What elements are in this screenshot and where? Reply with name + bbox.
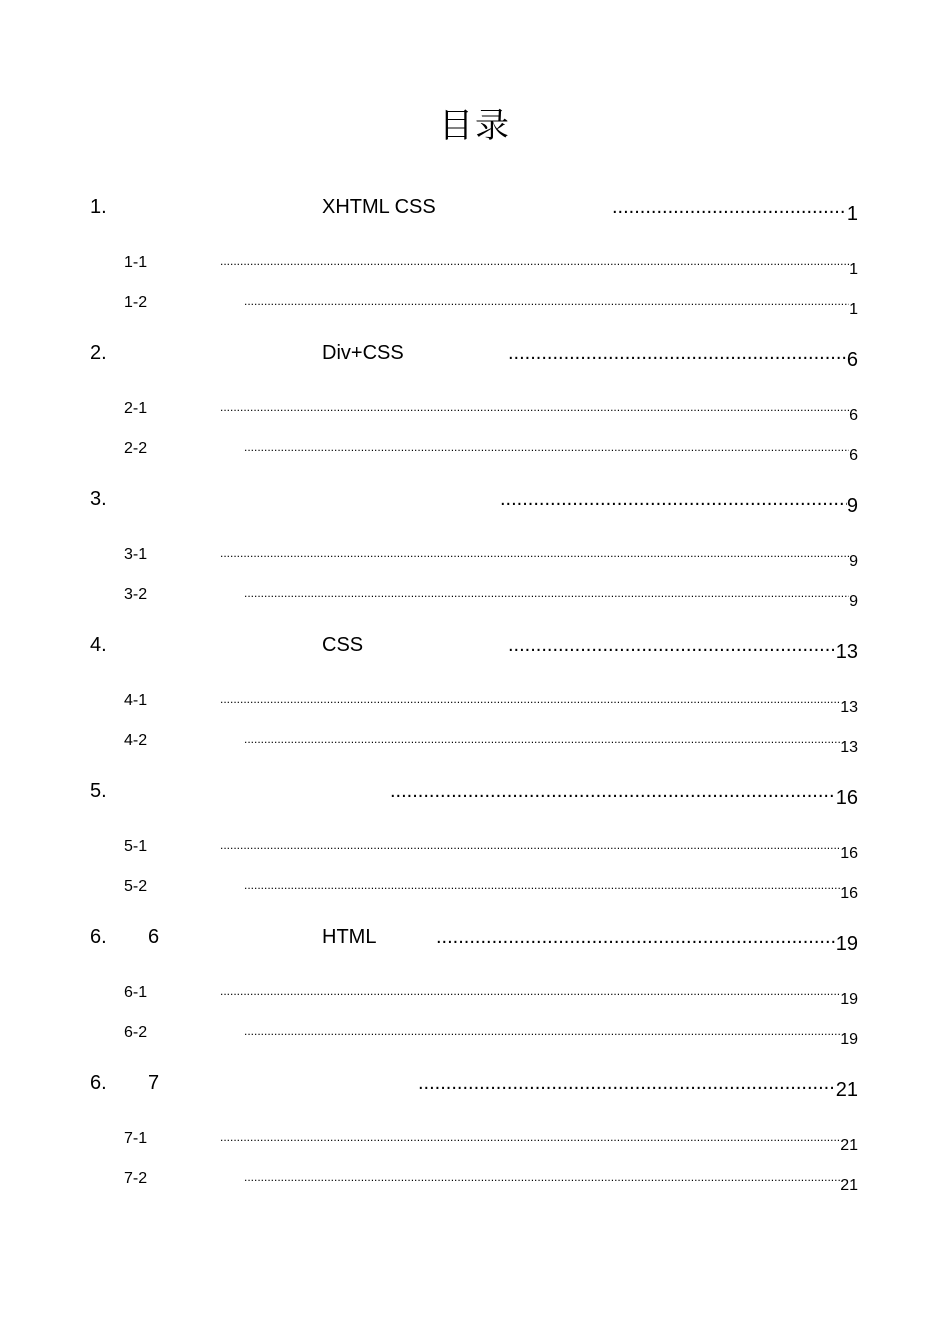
toc-dot-leader (244, 1170, 840, 1190)
toc-entry-number: 6-1 (124, 984, 148, 1001)
toc-dot-leader (612, 196, 847, 220)
toc-section-entry[interactable] (124, 984, 858, 1008)
toc-entry-subnumber: 7 (148, 1072, 160, 1094)
toc-section-entry[interactable] (124, 692, 858, 716)
toc-entry-subnumber: 6 (148, 926, 160, 948)
toc-dot-leader (244, 1024, 840, 1044)
toc-entry-number: 5-1 (124, 838, 148, 855)
toc-page-number: 1 (846, 203, 858, 225)
toc-section-entry[interactable] (124, 1170, 858, 1194)
toc-page-number: 13 (835, 641, 858, 663)
toc-dot-leader (390, 780, 836, 804)
toc-entry-number: 7-1 (124, 1130, 148, 1147)
toc-section-entry[interactable] (124, 1130, 858, 1154)
toc-dot-leader (508, 342, 847, 366)
toc-dot-leader (220, 984, 840, 1004)
toc-section-entry[interactable] (124, 586, 858, 610)
toc-section-entry[interactable] (124, 440, 858, 464)
toc-dot-leader (418, 1072, 836, 1096)
toc-dot-leader (244, 732, 840, 752)
toc-page-number: 16 (835, 787, 858, 809)
toc-entry-number: 1-1 (124, 254, 148, 271)
toc-page-number: 19 (840, 1031, 858, 1048)
toc-entry-number: 2-2 (124, 440, 148, 457)
toc-dot-leader (436, 926, 836, 950)
toc-entry-title: CSS (322, 634, 364, 656)
toc-entry-number: 3-2 (124, 586, 148, 603)
toc-section-entry[interactable] (124, 1024, 858, 1048)
toc-page-number: 9 (849, 553, 858, 570)
toc-entry-number: 7-2 (124, 1170, 148, 1187)
toc-chapter-entry[interactable] (90, 196, 858, 226)
toc-dot-leader (244, 586, 849, 606)
toc-chapter-entry[interactable] (90, 342, 858, 372)
toc-chapter-entry[interactable] (90, 1072, 858, 1102)
toc-section-entry[interactable] (124, 400, 858, 424)
toc-entry-number: 6-2 (124, 1024, 148, 1041)
toc-dot-leader (244, 294, 849, 314)
toc-section-entry[interactable] (124, 294, 858, 318)
toc-entry-number: 1. (90, 196, 107, 218)
toc-entry-number: 6. (90, 926, 107, 948)
toc-chapter-entry[interactable] (90, 780, 858, 810)
toc-entry-title: HTML (322, 926, 377, 948)
toc-page-number: 1 (849, 261, 858, 278)
toc-chapter-entry[interactable] (90, 488, 858, 518)
toc-chapter-entry[interactable] (90, 926, 858, 956)
toc-entry-title: Div+CSS (322, 342, 404, 364)
toc-section-entry[interactable] (124, 878, 858, 902)
toc-page-number: 16 (840, 845, 858, 862)
toc-dot-leader (500, 488, 847, 512)
toc-page-number: 13 (840, 739, 858, 756)
toc-entry-title: XHTML CSS (322, 196, 436, 218)
toc-chapter-entry[interactable] (90, 634, 858, 664)
toc-page-number: 19 (840, 991, 858, 1008)
toc-page-number: 6 (846, 349, 858, 371)
toc-entry-number: 4-2 (124, 732, 148, 749)
toc-page-number: 21 (840, 1177, 858, 1194)
toc-dot-leader (244, 440, 849, 460)
toc-dot-leader (508, 634, 836, 658)
toc-page-number: 13 (840, 699, 858, 716)
toc-dot-leader (220, 1130, 840, 1150)
toc-dot-leader (244, 878, 840, 898)
toc-dot-leader (220, 838, 840, 858)
toc-entry-number: 6. (90, 1072, 107, 1094)
toc-entry-number: 5-2 (124, 878, 148, 895)
toc-entry-number: 5. (90, 780, 107, 802)
toc-section-entry[interactable] (124, 838, 858, 862)
toc-page-number: 6 (849, 447, 858, 464)
toc-entry-number: 2. (90, 342, 107, 364)
toc-entry-number: 4-1 (124, 692, 148, 709)
toc-page-number: 6 (849, 407, 858, 424)
toc-dot-leader (220, 254, 849, 274)
toc-entry-number: 1-2 (124, 294, 148, 311)
page-title: 目录 (439, 106, 511, 146)
toc-page-number: 1 (849, 301, 858, 318)
toc-page-number: 9 (849, 593, 858, 610)
toc-dot-leader (220, 400, 849, 420)
toc-entry-number: 4. (90, 634, 107, 656)
toc-page-number: 19 (835, 933, 858, 955)
toc-page-number: 21 (835, 1079, 858, 1101)
toc-section-entry[interactable] (124, 732, 858, 756)
toc-dot-leader (220, 546, 849, 566)
toc-section-entry[interactable] (124, 254, 858, 278)
toc-dot-leader (220, 692, 840, 712)
toc-page-number: 21 (840, 1137, 858, 1154)
toc-section-entry[interactable] (124, 546, 858, 570)
toc-entry-number: 3-1 (124, 546, 148, 563)
toc-page-number: 16 (840, 885, 858, 902)
toc-entry-number: 3. (90, 488, 107, 510)
toc-entry-number: 2-1 (124, 400, 148, 417)
toc-page-number: 9 (846, 495, 858, 517)
